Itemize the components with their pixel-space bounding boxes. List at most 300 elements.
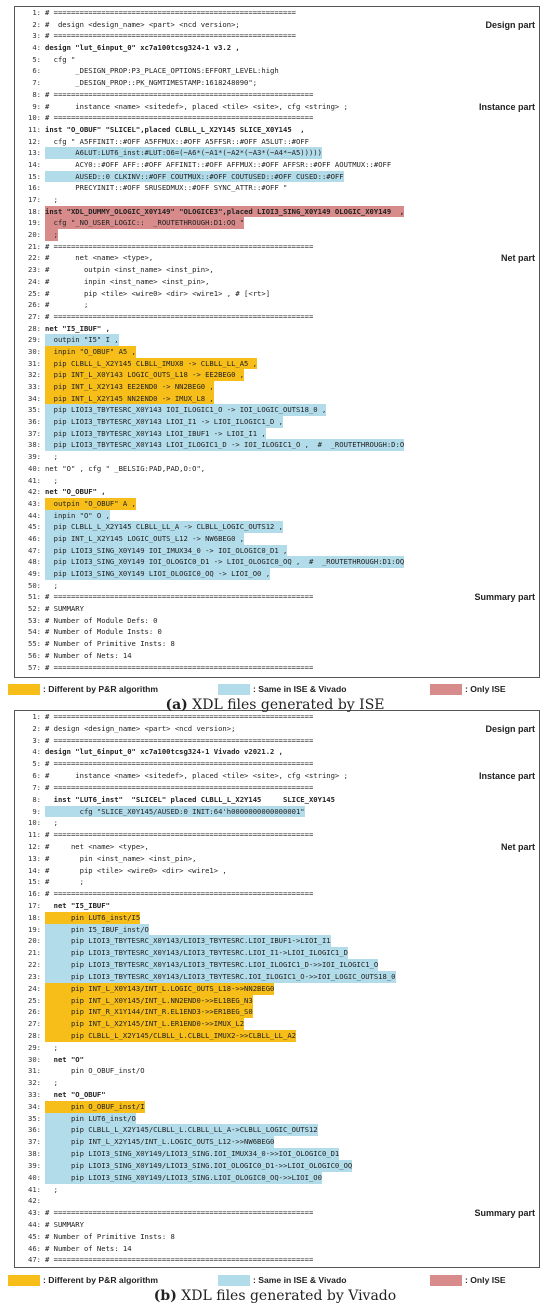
- line-number: 7:: [32, 782, 41, 792]
- code-text: # pip <tile> <wire0> <dir> <wire1> , # [<rt>]: [45, 288, 271, 298]
- code-text: # ============================================================: [45, 782, 314, 792]
- code-text: # inpin <inst_name> <inst_pin>,: [45, 276, 210, 286]
- code-text: ;: [45, 195, 58, 204]
- code-text: net "O_OBUF": [45, 1090, 106, 1099]
- code-text: PRECYINIT::#OFF SRUSEDMUX::#OFF SYNC_ATTR::#OFF ": [45, 183, 288, 193]
- code-text: AUSED::0 CLKINV::#OFF COUTMUX::#OFF COUTUSED::#OFF CUSED::#OFF: [45, 171, 344, 181]
- line-number: 28:: [28, 323, 41, 333]
- line-number: 30:: [28, 1054, 41, 1064]
- code-text: # instance <name> <sitedef>, placed <tile> <site>, cfg <string> ;: [45, 101, 348, 111]
- code-line: [15, 1148, 539, 1160]
- code-text: # ============================================================: [45, 592, 314, 602]
- code-line: [15, 147, 539, 159]
- section-tag: Net part: [497, 252, 539, 265]
- code-text: ;: [45, 818, 58, 828]
- line-number: 55:: [28, 639, 41, 649]
- line-number: 21:: [28, 948, 41, 958]
- line-number: 3:: [32, 735, 41, 745]
- legend-swatch-red: [430, 1275, 462, 1286]
- line-number: 51:: [28, 592, 41, 602]
- code-line: [15, 299, 539, 311]
- line-number: 43:: [28, 498, 41, 508]
- code-text: ACY0::#OFF AFF::#OFF AFFINIT::#OFF AFFMUX::#OFF AFFSR::#OFF AOUTMUX::#OFF: [45, 159, 392, 169]
- code-text: ;: [45, 1042, 58, 1052]
- line-number: 16:: [28, 183, 41, 193]
- code-line: [15, 521, 539, 533]
- code-line: [15, 1195, 539, 1207]
- code-line: [15, 971, 539, 983]
- line-number: 34:: [28, 1101, 41, 1111]
- line-number: 24:: [28, 276, 41, 286]
- code-text: ;: [45, 580, 58, 590]
- code-text: # Number of Module Defs: 0: [45, 615, 158, 625]
- line-number: 8:: [32, 89, 41, 99]
- line-number: 36:: [28, 417, 41, 427]
- xdl-panel-ise: [14, 6, 540, 678]
- code-line: [15, 311, 539, 323]
- code-text: inpin "O" O ,: [45, 510, 110, 520]
- code-line: [15, 947, 539, 959]
- code-text: pin LUT6_inst/O: [45, 1113, 136, 1123]
- section-tag: Instance part: [475, 770, 539, 783]
- legend-swatch-blue: [218, 684, 250, 695]
- line-number: 4:: [32, 747, 41, 757]
- code-line: [15, 995, 539, 1007]
- code-text: net "I5_IBUF" ,: [45, 323, 110, 333]
- line-number: 15:: [28, 877, 41, 887]
- line-number: 22:: [28, 253, 41, 263]
- line-number: 25:: [28, 288, 41, 298]
- code-line: [15, 1030, 539, 1042]
- legend-swatch-yellow: [8, 684, 40, 695]
- code-line: [15, 241, 539, 253]
- line-number: 47:: [28, 545, 41, 555]
- code-line: [15, 1136, 539, 1148]
- line-number: 17:: [28, 901, 41, 910]
- code-text: # ============================================================: [45, 1208, 314, 1218]
- code-line: [15, 7, 539, 19]
- line-number: 49:: [28, 569, 41, 578]
- line-number: 43:: [28, 1208, 41, 1218]
- line-number: 37:: [28, 1137, 41, 1147]
- code-line: [15, 746, 539, 758]
- section-tag: Summary part: [470, 591, 539, 604]
- line-number: 10:: [28, 113, 41, 123]
- code-line: [15, 888, 539, 900]
- line-number: 8:: [32, 794, 41, 804]
- line-number: 18:: [28, 912, 41, 922]
- line-number: 15:: [28, 171, 41, 181]
- code-line: [15, 475, 539, 487]
- code-text: # ============================================================: [45, 759, 314, 769]
- code-text: # ============================================================: [45, 735, 314, 745]
- code-line: [15, 112, 539, 124]
- code-text: outpin "I5" I ,: [45, 335, 119, 345]
- code-line: [15, 545, 539, 557]
- code-line: [15, 935, 539, 947]
- legend-item-same: : Same in ISE & Vivado: [218, 683, 346, 695]
- line-number: 31:: [28, 358, 41, 368]
- line-number: 19:: [28, 924, 41, 934]
- code-line: [15, 723, 539, 735]
- line-number: 25:: [28, 995, 41, 1005]
- code-text: inst "LUT6_inst" "SLICEL" placed CLBLL_L_X2Y145 SLICE_X0Y145: [45, 794, 335, 804]
- line-number: 23:: [28, 971, 41, 981]
- line-number: 27:: [28, 311, 41, 321]
- code-text: ;: [45, 1184, 58, 1194]
- line-number: 13:: [28, 148, 41, 158]
- line-number: 32:: [28, 1078, 41, 1088]
- code-text: outpin "O_OBUF" A ,: [45, 498, 136, 508]
- code-line: [15, 346, 539, 358]
- section-tag: Design part: [481, 19, 539, 32]
- code-line: [15, 89, 539, 101]
- caption-b: (b) XDL files generated by Vivado: [153, 1288, 397, 1304]
- line-number: 41:: [28, 1184, 41, 1194]
- line-number: 14:: [28, 159, 41, 169]
- line-number: 34:: [28, 393, 41, 403]
- code-line: [15, 486, 539, 498]
- code-text: pip LIOI3_TBYTESRC_X0Y143/LIOI3_TBYTESRC.LIOI_IBUF1->LIOI_I1: [45, 936, 331, 946]
- code-text: pip INT_L_X2Y145/INT_L.ER1END0->>IMUX_L2: [45, 1019, 245, 1029]
- code-text: # Number of Primitive Insts: 8: [45, 639, 175, 649]
- code-line: [15, 252, 539, 264]
- line-number: 41:: [28, 475, 41, 485]
- code-line: [15, 217, 539, 229]
- line-number: 20:: [28, 936, 41, 946]
- line-number: 5:: [32, 759, 41, 769]
- code-text: pip LIOI3_TBYTESRC_X0Y143 IOI_ILOGIC1_O -> IOI_LOGIC_OUTS18_0 ,: [45, 405, 327, 415]
- code-text: # pin <inst_name> <inst_pin>,: [45, 853, 197, 863]
- code-line: [15, 758, 539, 770]
- code-line: [15, 615, 539, 627]
- code-text: pip LIOI3_TBYTESRC_X0Y143 LIOI_I1 -> LIOI_ILOGIC1_D ,: [45, 417, 283, 427]
- code-line: [15, 182, 539, 194]
- code-text: pip INT_R_X1Y144/INT_R.EL1END3->>ER1BEG_S0: [45, 1007, 253, 1017]
- code-text: pip LIOI3_SING_X0Y149 IOI_OLOGIC0_D1 -> LIOI_OLOGIC0_OQ , # _ROUTETHROUGH:D1:OQ: [45, 557, 405, 567]
- code-line: [15, 735, 539, 747]
- line-number: 35:: [28, 405, 41, 415]
- line-number: 53:: [28, 615, 41, 625]
- code-text: # SUMMARY: [45, 1219, 84, 1229]
- line-number: 39:: [28, 452, 41, 462]
- code-line: [15, 1243, 539, 1255]
- code-line: [15, 463, 539, 475]
- line-number: 38:: [28, 1149, 41, 1159]
- code-line: [15, 404, 539, 416]
- line-number: 33:: [28, 382, 41, 391]
- line-number: 56:: [28, 650, 41, 660]
- code-text: # ========================================================: [45, 31, 296, 41]
- code-line: [15, 288, 539, 300]
- code-text: # pip <tile> <wire0> <dir> <wire1> ,: [45, 865, 227, 875]
- code-text: pip INT_L_X2Y143 EE2END0 -> NN2BEG0 ,: [45, 382, 214, 391]
- code-text: pip LIOI3_SING_X0Y149 LIOI_OLOGIC0_OQ -> LIOI_O0 ,: [45, 569, 271, 578]
- code-line: [15, 912, 539, 924]
- code-text: # SUMMARY: [45, 604, 84, 614]
- legend-item-different: : Different by P&R algorithm: [8, 683, 158, 695]
- code-text: pip INT_L_X0Y143/INT_L.LOGIC_OUTS_L18->>NN2BEG0: [45, 983, 275, 993]
- line-number: 42:: [28, 487, 41, 497]
- code-line: [15, 101, 539, 113]
- code-line: [15, 1101, 539, 1113]
- line-number: 36:: [28, 1125, 41, 1135]
- line-number: 40:: [28, 1172, 41, 1182]
- code-line: [15, 439, 539, 451]
- code-line: [15, 876, 539, 888]
- code-line: [15, 1172, 539, 1184]
- code-line: [15, 533, 539, 545]
- code-text: design "lut_6input_0" xc7a100tcsg324-1 Vivado v2021.2 ,: [45, 747, 283, 757]
- line-number: 45:: [28, 1231, 41, 1241]
- code-line: [15, 1231, 539, 1243]
- code-text: net "O": [45, 1054, 84, 1064]
- code-text: inst "O_OBUF" "SLICEL",placed CLBLL_L_X2Y145 SLICE_X0Y145 ,: [45, 124, 305, 134]
- line-number: 21:: [28, 241, 41, 251]
- legend-item-same: : Same in ISE & Vivado: [218, 1274, 346, 1286]
- line-number: 29:: [28, 1042, 41, 1052]
- code-text: # instance <name> <sitedef>, placed <tile> <site>, cfg <string> ;: [45, 771, 348, 781]
- line-number: 54:: [28, 627, 41, 637]
- line-number: 42:: [28, 1196, 41, 1206]
- legend-a: [0, 681, 550, 697]
- legend-swatch-yellow: [8, 1275, 40, 1286]
- line-number: 6:: [32, 771, 41, 781]
- code-text: # ============================================================: [45, 712, 314, 721]
- code-line: [15, 1254, 539, 1266]
- xdl-panel-vivado: [14, 710, 540, 1268]
- code-line: [15, 829, 539, 841]
- code-line: [15, 580, 539, 592]
- line-number: 17:: [28, 195, 41, 204]
- line-number: 16:: [28, 889, 41, 899]
- code-text: cfg "SLICE_X0Y145/AUSED:0 INIT:64'h0000000000000001": [45, 806, 305, 816]
- code-text: ;: [45, 230, 58, 240]
- code-line: [15, 770, 539, 782]
- code-line: [15, 626, 539, 638]
- line-number: 37:: [28, 428, 41, 438]
- code-line: [15, 77, 539, 89]
- code-text: pip INT_L_X0Y143 LOGIC_OUTS_L18 -> EE2BEG0 ,: [45, 370, 245, 380]
- code-text: # ============================================================: [45, 241, 314, 251]
- code-line: [15, 171, 539, 183]
- line-number: 11:: [28, 830, 41, 840]
- code-text: pip LIOI3_TBYTESRC_X0Y143 LIOI_ILOGIC1_D -> IOI_ILOGIC1_O , # _ROUTETHROUGH:D:O: [45, 440, 405, 450]
- code-text: pin O_OBUF_inst/O: [45, 1066, 145, 1076]
- code-text: # ;: [45, 300, 89, 310]
- code-text: pip LIOI3_TBYTESRC_X0Y143/LIOI3_TBYTESRC.IOI_ILOGIC1_O->>IOI_LOGIC_OUTS18_0: [45, 971, 396, 981]
- code-line: [15, 782, 539, 794]
- line-number: 5:: [32, 54, 41, 64]
- line-number: 44:: [28, 1219, 41, 1229]
- code-text: # ============================================================: [45, 889, 314, 899]
- section-tag: Summary part: [470, 1207, 539, 1220]
- code-line: [15, 1077, 539, 1089]
- code-text: pin LUT6_inst/I5: [45, 912, 141, 922]
- code-text: ;: [45, 452, 58, 462]
- code-text: pip INT_L_X2Y145/INT_L.LOGIC_OUTS_L12->>NW6BEG0: [45, 1137, 275, 1147]
- line-number: 48:: [28, 557, 41, 567]
- line-number: 26:: [28, 300, 41, 310]
- code-text: # Number of Primitive Insts: 8: [45, 1231, 175, 1241]
- code-line: [15, 264, 539, 276]
- legend-item-different: : Different by P&R algorithm: [8, 1274, 158, 1286]
- code-text: # ============================================================: [45, 662, 314, 672]
- code-line: [15, 1006, 539, 1018]
- code-line: [15, 276, 539, 288]
- code-text: cfg ": [45, 54, 76, 64]
- line-number: 29:: [28, 335, 41, 345]
- code-line: [15, 498, 539, 510]
- code-line: [15, 1160, 539, 1172]
- code-line: [15, 1184, 539, 1196]
- code-text: net "I5_IBUF": [45, 901, 110, 910]
- code-line: [15, 1207, 539, 1219]
- line-number: 14:: [28, 865, 41, 875]
- code-text: inpin "O_OBUF" A5 ,: [45, 346, 136, 356]
- line-number: 12:: [28, 136, 41, 146]
- code-line: [15, 556, 539, 568]
- code-text: # ============================================================: [45, 1255, 314, 1265]
- line-number: 4:: [32, 43, 41, 53]
- line-number: 24:: [28, 983, 41, 993]
- code-text: pip LIOI3_TBYTESRC_X0Y143/LIOI3_TBYTESRC.LIOI_ILOGIC1_D->>IOI_ILOGIC1_O: [45, 960, 379, 970]
- line-number: 9:: [32, 101, 41, 111]
- code-text: # Number of Module Insts: 0: [45, 627, 162, 637]
- code-line: [15, 451, 539, 463]
- code-text: # Number of Nets: 14: [45, 650, 132, 660]
- code-text: inst "XDL_DUMMY_OLOGIC_X0Y149" "OLOGICE3",placed LIOI3_SING_X0Y149 OLOGIC_X0Y149 ,: [45, 206, 405, 216]
- line-number: 1:: [32, 712, 41, 721]
- code-line: [15, 1113, 539, 1125]
- line-number: 9:: [32, 806, 41, 816]
- code-text: A6LUT:LUT6_inst:#LUT:O6=(~A6*(~A1*(~A2*(~A3*(~A4*~A5))))): [45, 148, 322, 158]
- code-line: [15, 900, 539, 912]
- code-text: net "O" , cfg " _BELSIG:PAD,PAD,O:O",: [45, 463, 206, 473]
- code-text: pip CLBLL_L_X2Y145 CLBLL_IMUX8 -> CLBLL_LL_A5 ,: [45, 358, 258, 368]
- code-line: [15, 381, 539, 393]
- code-line: [15, 603, 539, 615]
- code-text: pip CLBLL_L_X2Y145 CLBLL_LL_A -> CLBLL_LOGIC_OUTS12 ,: [45, 522, 283, 532]
- code-line: [15, 924, 539, 936]
- code-text: pip LIOI3_TBYTESRC_X0Y143 LIOI_IBUF1 -> LIOI_I1 ,: [45, 428, 266, 438]
- line-number: 2:: [32, 723, 41, 733]
- code-line: [15, 1018, 539, 1030]
- code-line: [15, 1042, 539, 1054]
- code-line: [15, 817, 539, 829]
- code-text: # ========================================================: [45, 8, 296, 17]
- code-line: [15, 510, 539, 522]
- code-text: # design <design_name> <part> <ncd version>;: [45, 19, 240, 29]
- code-text: # Number of Nets: 14: [45, 1243, 132, 1253]
- legend-item-only-ise: : Only ISE: [430, 683, 506, 695]
- code-text: # ============================================================: [45, 113, 314, 123]
- line-number: 12:: [28, 841, 41, 851]
- legend-swatch-blue: [218, 1275, 250, 1286]
- code-line: [15, 568, 539, 580]
- code-text: pip LIOI3_SING_X0Y149 IOI_IMUX34_0 -> IOI_OLOGIC0_D1 ,: [45, 545, 288, 555]
- code-text: pip LIOI3_SING_X0Y149/LIOI3_SING.LIOI_OLOGIC0_OQ->>LIOI_O0: [45, 1172, 322, 1182]
- line-number: 18:: [28, 206, 41, 216]
- code-line: [15, 650, 539, 662]
- code-text: pip LIOI3_TBYTESRC_X0Y143/LIOI3_TBYTESRC.LIOI_I1->LIOI_ILOGIC1_D: [45, 948, 348, 958]
- code-line: [15, 865, 539, 877]
- code-text: net "O_OBUF" ,: [45, 487, 106, 497]
- line-number: 44:: [28, 510, 41, 520]
- code-line: [15, 662, 539, 674]
- code-text: pip CLBLL_L_X2Y145/CLBLL_L.CLBLL_LL_A->CLBLL_LOGIC_OUTS12: [45, 1125, 318, 1135]
- line-number: 13:: [28, 853, 41, 863]
- line-number: 46:: [28, 533, 41, 543]
- section-tag: Net part: [497, 841, 539, 854]
- code-text: _DESIGN_PROP::PK_NGMTIMESTAMP:1618248090";: [45, 78, 258, 88]
- code-text: # net <name> <type>,: [45, 253, 154, 263]
- line-number: 32:: [28, 370, 41, 380]
- code-line: [15, 806, 539, 818]
- code-text: # ;: [45, 877, 84, 887]
- code-line: [15, 1124, 539, 1136]
- code-text: pip INT_L_X0Y145/INT_L.NN2END0->>EL1BEG_N3: [45, 995, 253, 1005]
- line-number: 40:: [28, 463, 41, 473]
- code-text: # ============================================================: [45, 830, 314, 840]
- code-line: [15, 959, 539, 971]
- line-number: 31:: [28, 1066, 41, 1076]
- code-line: [15, 416, 539, 428]
- code-line: [15, 229, 539, 241]
- line-number: 6:: [32, 66, 41, 76]
- code-line: [15, 1054, 539, 1066]
- code-line: [15, 124, 539, 136]
- section-tag: Design part: [481, 723, 539, 736]
- code-text: cfg "_NO_USER_LOGIC:: _ROUTETHROUGH:D1:OQ ": [45, 218, 245, 228]
- code-text: pip LIOI3_SING_X0Y149/LIOI3_SING.IOI_OLOGIC0_D1->>LIOI_OLOGIC0_OQ: [45, 1160, 353, 1170]
- line-number: 1:: [32, 8, 41, 17]
- line-number: 10:: [28, 818, 41, 828]
- code-text: pin I5_IBUF_inst/O: [45, 924, 149, 934]
- line-number: 2:: [32, 19, 41, 29]
- code-line: [15, 428, 539, 440]
- code-text: pin O_OBUF_inst/I: [45, 1101, 145, 1111]
- legend-swatch-red: [430, 684, 462, 695]
- line-number: 45:: [28, 522, 41, 532]
- code-text: # outpin <inst_name> <inst_pin>,: [45, 265, 214, 275]
- code-line: [15, 983, 539, 995]
- code-line: [15, 19, 539, 31]
- line-number: 52:: [28, 604, 41, 614]
- line-number: 27:: [28, 1019, 41, 1029]
- code-line: [15, 206, 539, 218]
- code-text: ;: [45, 1078, 58, 1088]
- line-number: 33:: [28, 1090, 41, 1099]
- code-line: [15, 42, 539, 54]
- code-text: cfg " A5FFINIT::#OFF A5FFMUX::#OFF A5FFSR::#OFF A5LUT::#OFF: [45, 136, 309, 146]
- code-text: pip LIOI3_SING_X0Y149/LIOI3_SING.IOI_IMUX34_0->>IOI_OLOGIC0_D1: [45, 1149, 340, 1159]
- line-number: 30:: [28, 346, 41, 356]
- line-number: 20:: [28, 230, 41, 240]
- code-text: design "lut_6input_0" xc7a100tcsg324-1 v3.2 ,: [45, 43, 240, 53]
- code-line: [15, 65, 539, 77]
- code-text: # design <design_name> <part> <ncd version>;: [45, 723, 236, 733]
- code-line: [15, 159, 539, 171]
- line-number: 19:: [28, 218, 41, 228]
- code-line: [15, 393, 539, 405]
- line-number: 3:: [32, 31, 41, 41]
- code-line: [15, 334, 539, 346]
- code-line: [15, 853, 539, 865]
- code-line: [15, 136, 539, 148]
- line-number: 23:: [28, 265, 41, 275]
- line-number: 28:: [28, 1030, 41, 1040]
